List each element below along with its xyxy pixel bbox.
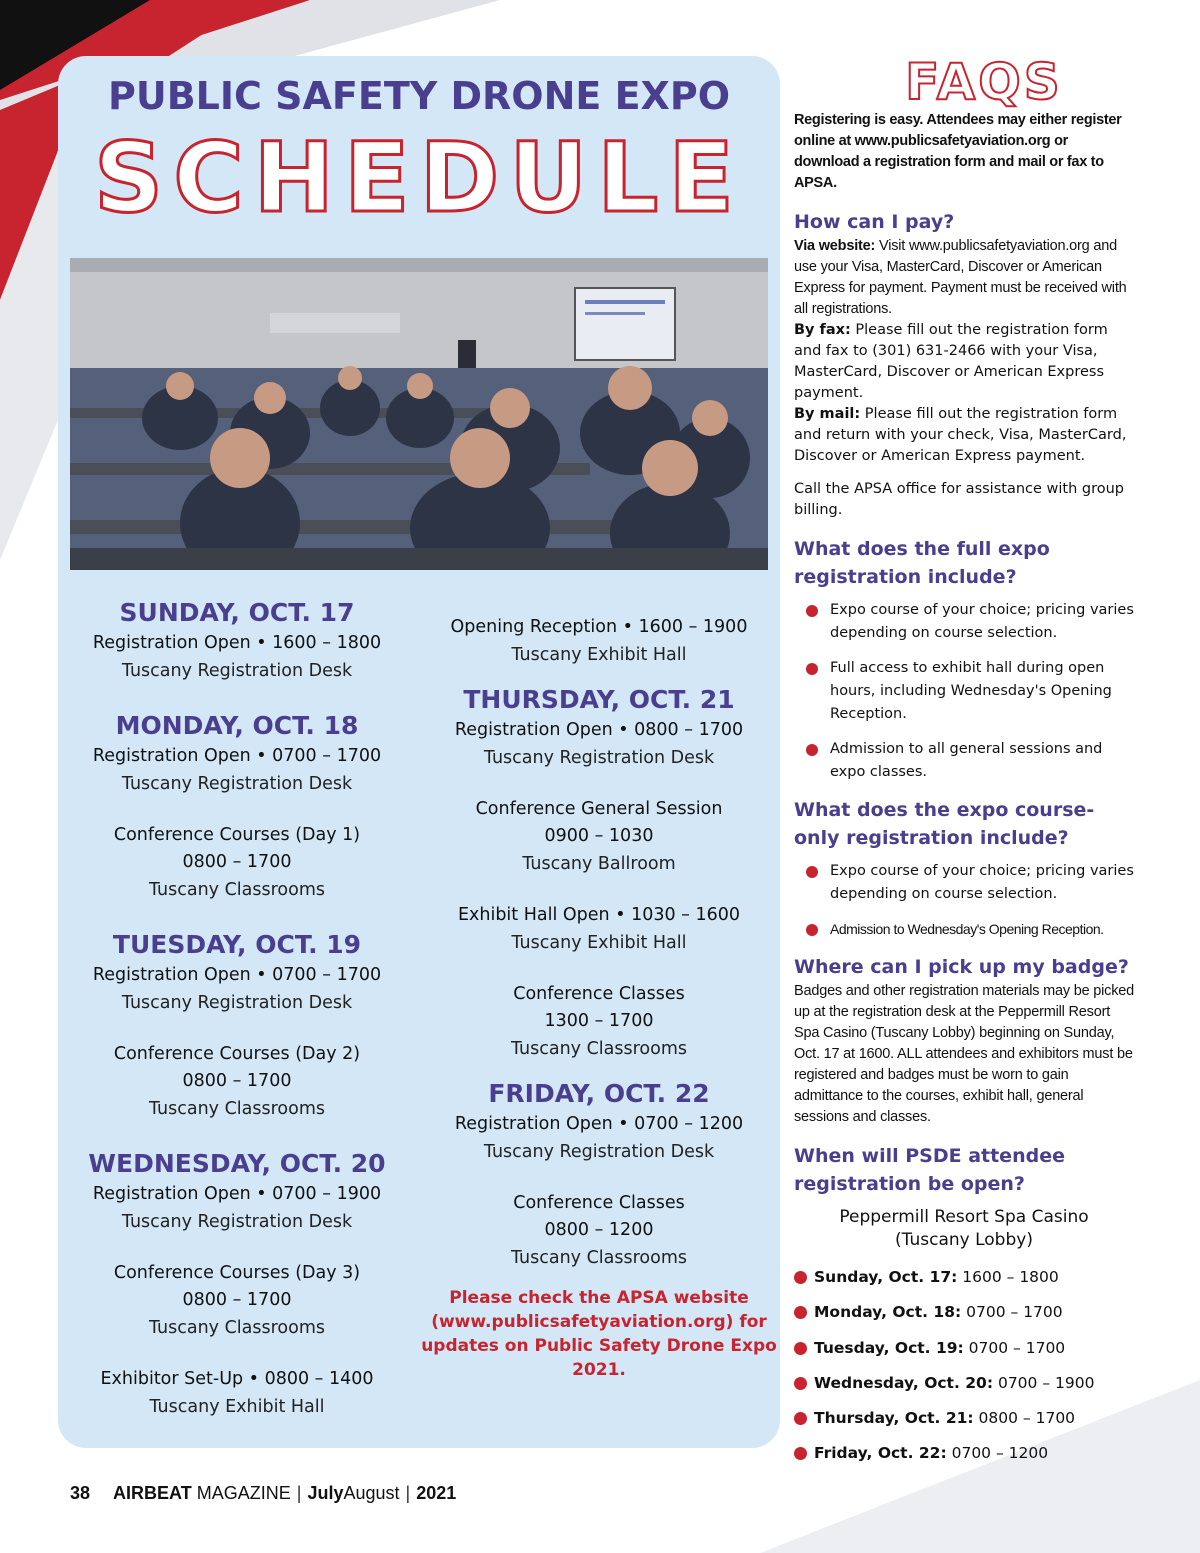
day-heading: FRIDAY, OCT. 22 xyxy=(488,1079,710,1108)
faq-pay-call: Call the APSA office for assistance with group billing. xyxy=(794,481,1125,518)
event-location: Tuscany Exhibit Hall xyxy=(511,933,687,953)
issue-month-bold: July xyxy=(307,1483,344,1503)
schedule-day-monday xyxy=(58,709,416,904)
event-location: Tuscany Classrooms xyxy=(148,1318,326,1338)
event-time: 0900 – 1030 xyxy=(544,826,654,846)
event-title: Conference Courses (Day 1) xyxy=(113,825,361,845)
event-time: 0800 – 1700 xyxy=(182,852,292,872)
schedule-day-tuesday xyxy=(58,928,416,1123)
list-item: Admission to all general sessions and expo classes. xyxy=(794,738,1134,784)
course-registration-list xyxy=(794,860,1134,941)
event-location: Tuscany Registration Desk xyxy=(121,993,353,1013)
bullet-icon xyxy=(794,1271,807,1284)
issue-year: 2021 xyxy=(416,1483,457,1503)
faq-question-open: When will PSDE attendee registration be open? xyxy=(794,1145,1065,1195)
event-time: 0800 – 1700 xyxy=(182,1290,292,1310)
bullet-icon xyxy=(794,1412,807,1425)
venue xyxy=(794,1206,1134,1252)
list-item: Monday, Oct. 18: 0700 – 1700 xyxy=(794,1301,1134,1323)
list-item: Thursday, Oct. 21: 0800 – 1700 xyxy=(794,1407,1134,1429)
website-update-note: Please check the APSA website (www.publicsafetyaviation.org) for updates on Public Safety Drone Expo 2021. xyxy=(421,1288,777,1380)
list-item: Full access to exhibit hall during open hours, including Wednesday's Opening Reception. xyxy=(794,657,1134,726)
schedule-title: SCHEDULE xyxy=(94,122,744,234)
event-time: 0800 – 1200 xyxy=(544,1220,654,1240)
event-title: Registration Open • 0700 – 1900 xyxy=(92,1184,382,1204)
bullet-icon xyxy=(806,744,818,756)
event-location: Tuscany Classrooms xyxy=(510,1248,688,1268)
event-title: Conference Classes xyxy=(513,984,685,1004)
event-time: 0800 – 1700 xyxy=(182,1071,292,1091)
schedule-day-wednesday xyxy=(58,1147,416,1421)
page-footer: 38 AIRBEAT MAGAZINE | JulyAugust | 2021 xyxy=(70,1483,457,1503)
event-time: 1300 – 1700 xyxy=(544,1011,654,1031)
bullet-icon xyxy=(806,866,818,878)
pay-fax-label: By fax: xyxy=(794,322,851,338)
event-location: Tuscany Registration Desk xyxy=(121,661,353,681)
expo-title: PUBLIC SAFETY DRONE EXPO xyxy=(107,74,730,118)
faq-question-pay: How can I pay? xyxy=(794,211,955,233)
event-title: Registration Open • 0700 – 1700 xyxy=(92,965,382,985)
event-location: Tuscany Registration Desk xyxy=(483,748,715,768)
list-item: Expo course of your choice; pricing varies depending on course selection. xyxy=(794,860,1134,906)
bullet-icon xyxy=(806,663,818,675)
event-title: Exhibit Hall Open • 1030 – 1600 xyxy=(457,905,741,925)
pay-mail-label: By mail: xyxy=(794,406,861,422)
event-title: Exhibitor Set-Up • 0800 – 1400 xyxy=(100,1369,374,1389)
day-heading: WEDNESDAY, OCT. 20 xyxy=(88,1149,386,1178)
bullet-icon xyxy=(794,1306,807,1319)
pay-mail-text: Please fill out the registration form and return with your check, Visa, MasterCard, Discover or American Express payment. xyxy=(794,406,1127,464)
list-item: Sunday, Oct. 17: 1600 – 1800 xyxy=(794,1266,1134,1288)
issue-month-rest: August xyxy=(343,1483,400,1503)
faq-question-full: What does the full expo registration include? xyxy=(794,538,1050,588)
list-item: Friday, Oct. 22: 0700 – 1200 xyxy=(794,1442,1134,1464)
day-heading: THURSDAY, OCT. 21 xyxy=(463,685,735,714)
conference-photo xyxy=(70,258,768,570)
faq-pay-mail xyxy=(794,404,1134,467)
registration-hours-list xyxy=(794,1266,1134,1464)
list-item: Admission to Wednesday's Opening Reception. xyxy=(794,918,1134,941)
event-location: Tuscany Registration Desk xyxy=(121,774,353,794)
pay-web-text: Visit www.publicsafetyaviation.org and use your Visa, MasterCard, Discover or American Express for payment. Payment must be received with all registrations. xyxy=(794,238,1127,317)
event-location: Tuscany Classrooms xyxy=(510,1039,688,1059)
conference-photo-icon xyxy=(70,258,768,570)
schedule-day-sunday xyxy=(58,596,416,685)
event-title: Conference Courses (Day 3) xyxy=(113,1263,361,1283)
event-location: Tuscany Classrooms xyxy=(148,880,326,900)
day-heading: TUESDAY, OCT. 19 xyxy=(112,930,362,959)
event-location: Tuscany Ballroom xyxy=(522,854,676,874)
faq-intro: Registering is easy. Attendees may either register online at www.publicsafetyaviation.org or download a registration form and mail or fax to APSA. xyxy=(794,112,1122,191)
bullet-icon xyxy=(794,1447,807,1460)
faq-title: FAQS xyxy=(905,53,1063,111)
event-location: Tuscany Registration Desk xyxy=(121,1212,353,1232)
event-title: Opening Reception • 1600 – 1900 xyxy=(450,617,748,637)
venue-lobby: (Tuscany Lobby) xyxy=(895,1230,1033,1250)
list-item: Wednesday, Oct. 20: 0700 – 1900 xyxy=(794,1372,1134,1394)
event-location: Tuscany Classrooms xyxy=(148,1099,326,1119)
event-title: Registration Open • 1600 – 1800 xyxy=(92,633,382,653)
bullet-icon xyxy=(794,1377,807,1390)
faq-badge-text: Badges and other registration materials may be picked up at the registration desk at the Peppermill Resort Spa Casino (Tuscany Lobby) beginning on Sunday, Oct. 17 at 1600. ALL attendees and exhibitors must be registered and badges must be worn to gain admittance to the courses, exhibit hall, general sessions and classes. xyxy=(794,983,1135,1125)
faq-question-course: What does the expo course-only registration include? xyxy=(794,799,1095,849)
bullet-icon xyxy=(806,605,818,617)
schedule-right-column xyxy=(420,614,778,1382)
event-title: Registration Open • 0700 – 1700 xyxy=(92,746,382,766)
magazine-label: MAGAZINE xyxy=(196,1483,291,1503)
faq-pay-fax xyxy=(794,320,1134,404)
schedule-day-friday xyxy=(420,1077,778,1272)
event-location: Tuscany Registration Desk xyxy=(483,1142,715,1162)
list-item: Expo course of your choice; pricing varies depending on course selection. xyxy=(794,599,1134,645)
event-title: Conference Courses (Day 2) xyxy=(113,1044,361,1064)
magazine-brand: AIRBEAT xyxy=(113,1483,192,1503)
event-title: Registration Open • 0800 – 1700 xyxy=(454,720,744,740)
venue-name: Peppermill Resort Spa Casino xyxy=(839,1207,1089,1227)
bullet-icon xyxy=(806,924,818,936)
pay-fax-text: Please fill out the registration form and fax to (301) 631-2466 with your Visa, MasterCard, Discover or American Express payment. xyxy=(794,322,1108,401)
event-location: Tuscany Exhibit Hall xyxy=(511,645,687,665)
schedule-day-thursday xyxy=(420,683,778,1063)
event-title: Conference Classes xyxy=(513,1193,685,1213)
pay-web-label: Via website: xyxy=(794,238,876,254)
faq-column xyxy=(794,54,1134,1478)
faq-pay-web xyxy=(794,236,1134,320)
schedule-left-column xyxy=(58,596,416,1445)
faq-question-badge: Where can I pick up my badge? xyxy=(794,956,1129,978)
list-item: Tuesday, Oct. 19: 0700 – 1700 xyxy=(794,1337,1134,1359)
day-heading: SUNDAY, OCT. 17 xyxy=(119,598,355,627)
event-title: Conference General Session xyxy=(475,799,723,819)
event-title: Registration Open • 0700 – 1200 xyxy=(454,1114,744,1134)
event-location: Tuscany Exhibit Hall xyxy=(149,1397,325,1417)
page-number: 38 xyxy=(70,1483,91,1503)
opening-reception xyxy=(420,614,778,669)
bullet-icon xyxy=(794,1342,807,1355)
day-heading: MONDAY, OCT. 18 xyxy=(115,711,359,740)
full-registration-list xyxy=(794,599,1134,784)
